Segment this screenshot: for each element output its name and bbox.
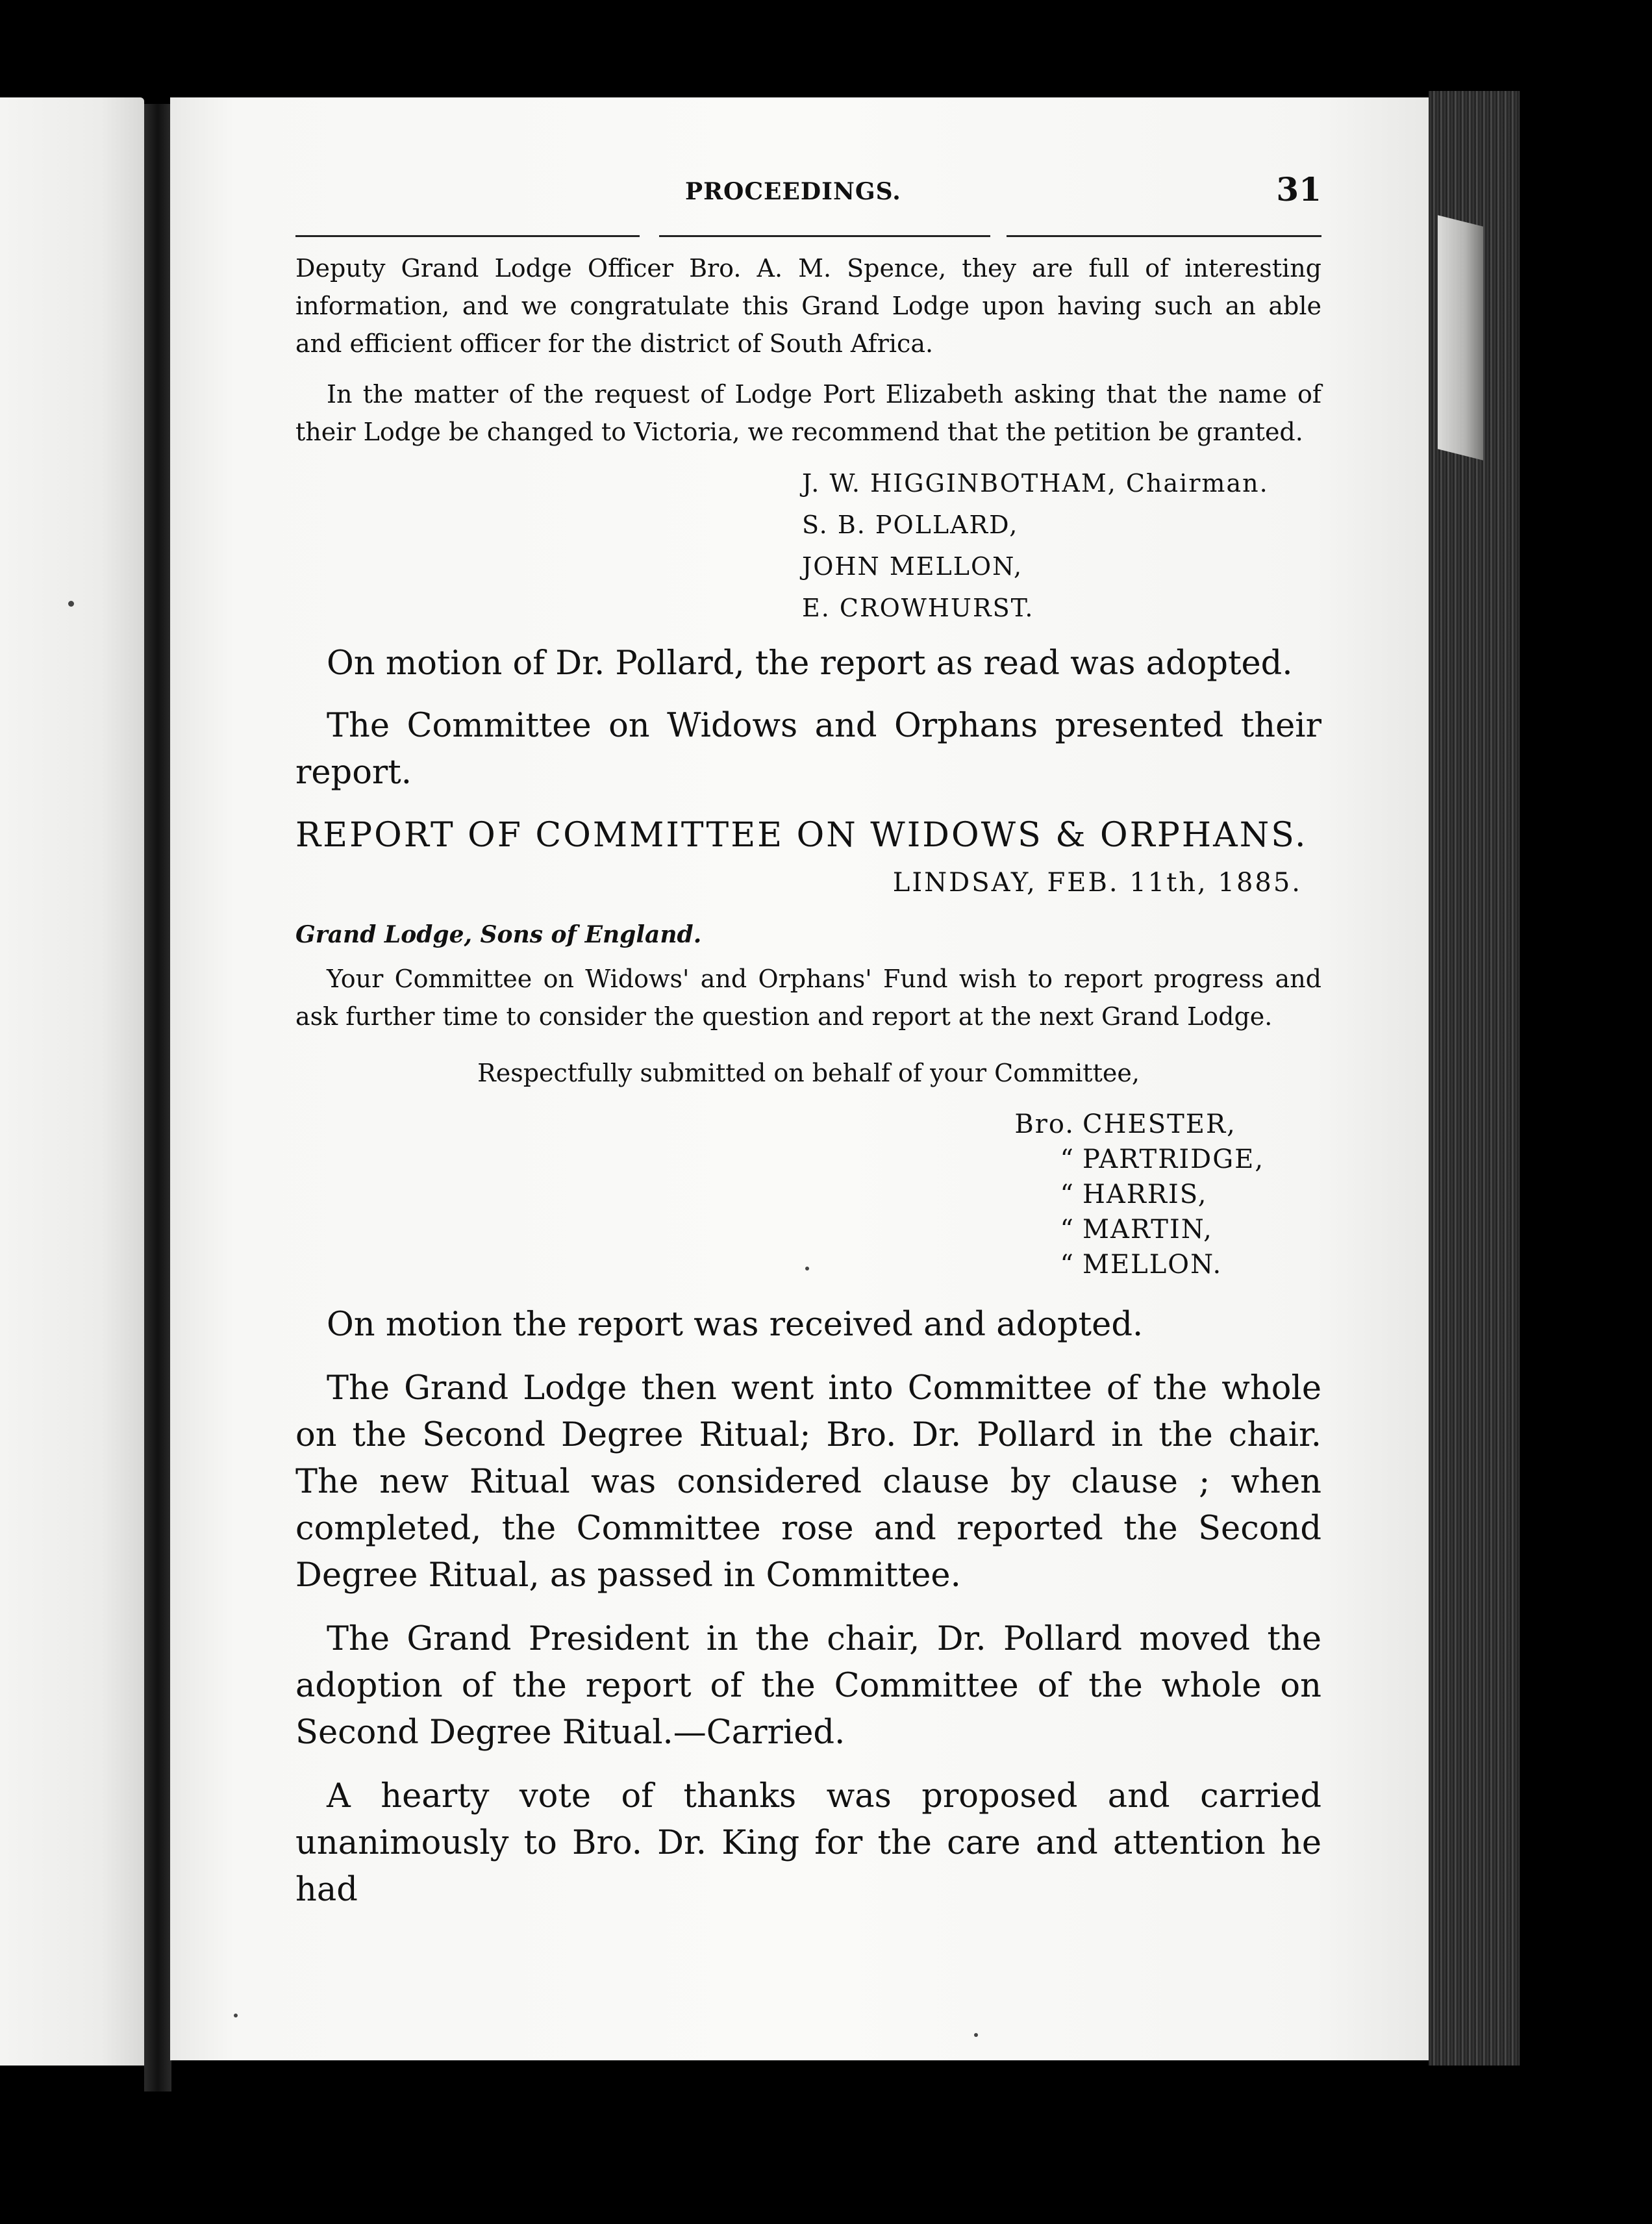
header-rule-middle	[659, 235, 990, 237]
submitted-line: Respectfully submitted on behalf of your Committee,	[477, 1059, 1140, 1087]
paragraph-motion-received: On motion the report was received and adopted.	[327, 1306, 1144, 1344]
running-title: PROCEEDINGS.	[685, 178, 901, 205]
signatory-line: E. CROWHURST.	[802, 594, 1034, 622]
member-row	[1003, 1142, 1321, 1177]
page-edge-highlight	[1438, 215, 1483, 460]
left-page	[0, 97, 144, 2066]
header-rule-right	[1007, 235, 1321, 237]
scan-speck	[68, 601, 74, 607]
member-name: MARTIN,	[1083, 1215, 1213, 1245]
member-prefix: “	[1060, 1144, 1075, 1174]
signatory-line: J. W. HIGGINBOTHAM, Chairman.	[802, 469, 1269, 498]
scan-speck	[234, 2014, 238, 2017]
member-row	[1003, 1247, 1321, 1282]
member-name: CHESTER,	[1083, 1109, 1236, 1139]
header-rule-left	[295, 235, 640, 237]
member-prefix: “	[1060, 1250, 1075, 1280]
signatory-line: S. B. POLLARD,	[802, 511, 1019, 539]
scan-speck	[974, 2033, 978, 2037]
member-name: MELLON.	[1083, 1250, 1223, 1280]
paragraph-thanks: A hearty vote of thanks was proposed and carried unanimously to Bro. Dr. King for the care and attention he had	[295, 1777, 1321, 1909]
book-gutter	[144, 104, 171, 2091]
member-row	[1003, 1107, 1321, 1142]
report-salutation: Grand Lodge, Sons of England.	[295, 921, 702, 948]
committee-members	[1003, 1107, 1321, 1282]
running-head	[295, 170, 1321, 235]
report-text: Your Committee on Widows' and Orphans' Fund wish to report progress and ask further time to consider the question and report at the next Grand Lodge.	[295, 965, 1321, 1031]
paragraph-spence: Deputy Grand Lodge Officer Bro. A. M. Spence, they are full of interesting information, and we congratulate this Grand Lodge upon having such an able and efficient officer for the district of South Africa.	[295, 254, 1321, 358]
paragraph-second-degree: The Grand Lodge then went into Committee of the whole on the Second Degree Ritual; Bro. Dr. Pollard in the chair. The new Ritual was considered clause by clause ; when completed, the Committee rose and reported the Second Degree Ritual, as passed in Committee.	[295, 1369, 1321, 1595]
page-content	[295, 170, 1321, 1914]
member-name: HARRIS,	[1083, 1180, 1208, 1209]
member-prefix: “	[1060, 1215, 1075, 1245]
member-prefix: “	[1060, 1180, 1075, 1209]
scan-speck	[805, 1267, 809, 1270]
report-date: LINDSAY, FEB. 11th, 1885.	[892, 868, 1302, 898]
report-heading: REPORT OF COMMITTEE ON WIDOWS & ORPHANS.	[295, 816, 1308, 855]
member-row	[1003, 1177, 1321, 1212]
paragraph-port-elizabeth: In the matter of the request of Lodge Port Elizabeth asking that the name of their Lodge be changed to Victoria, we recommend that the petition be granted.	[295, 380, 1321, 446]
paragraph-president: The Grand President in the chair, Dr. Pollard moved the adoption of the report of the Committee of the whole on Second Degree Ritual.—Carried.	[295, 1620, 1321, 1752]
signatory-block	[802, 462, 1321, 629]
member-prefix: Bro.	[1014, 1109, 1075, 1139]
paragraph-motion-pollard: On motion of Dr. Pollard, the report as read was adopted.	[327, 644, 1293, 683]
paragraph-committee-presented: The Committee on Widows and Orphans presented their report.	[295, 707, 1321, 792]
member-name: PARTRIDGE,	[1083, 1144, 1265, 1174]
page-number: 31	[1276, 170, 1321, 208]
signatory-line: JOHN MELLON,	[802, 552, 1023, 581]
member-row	[1003, 1212, 1321, 1247]
